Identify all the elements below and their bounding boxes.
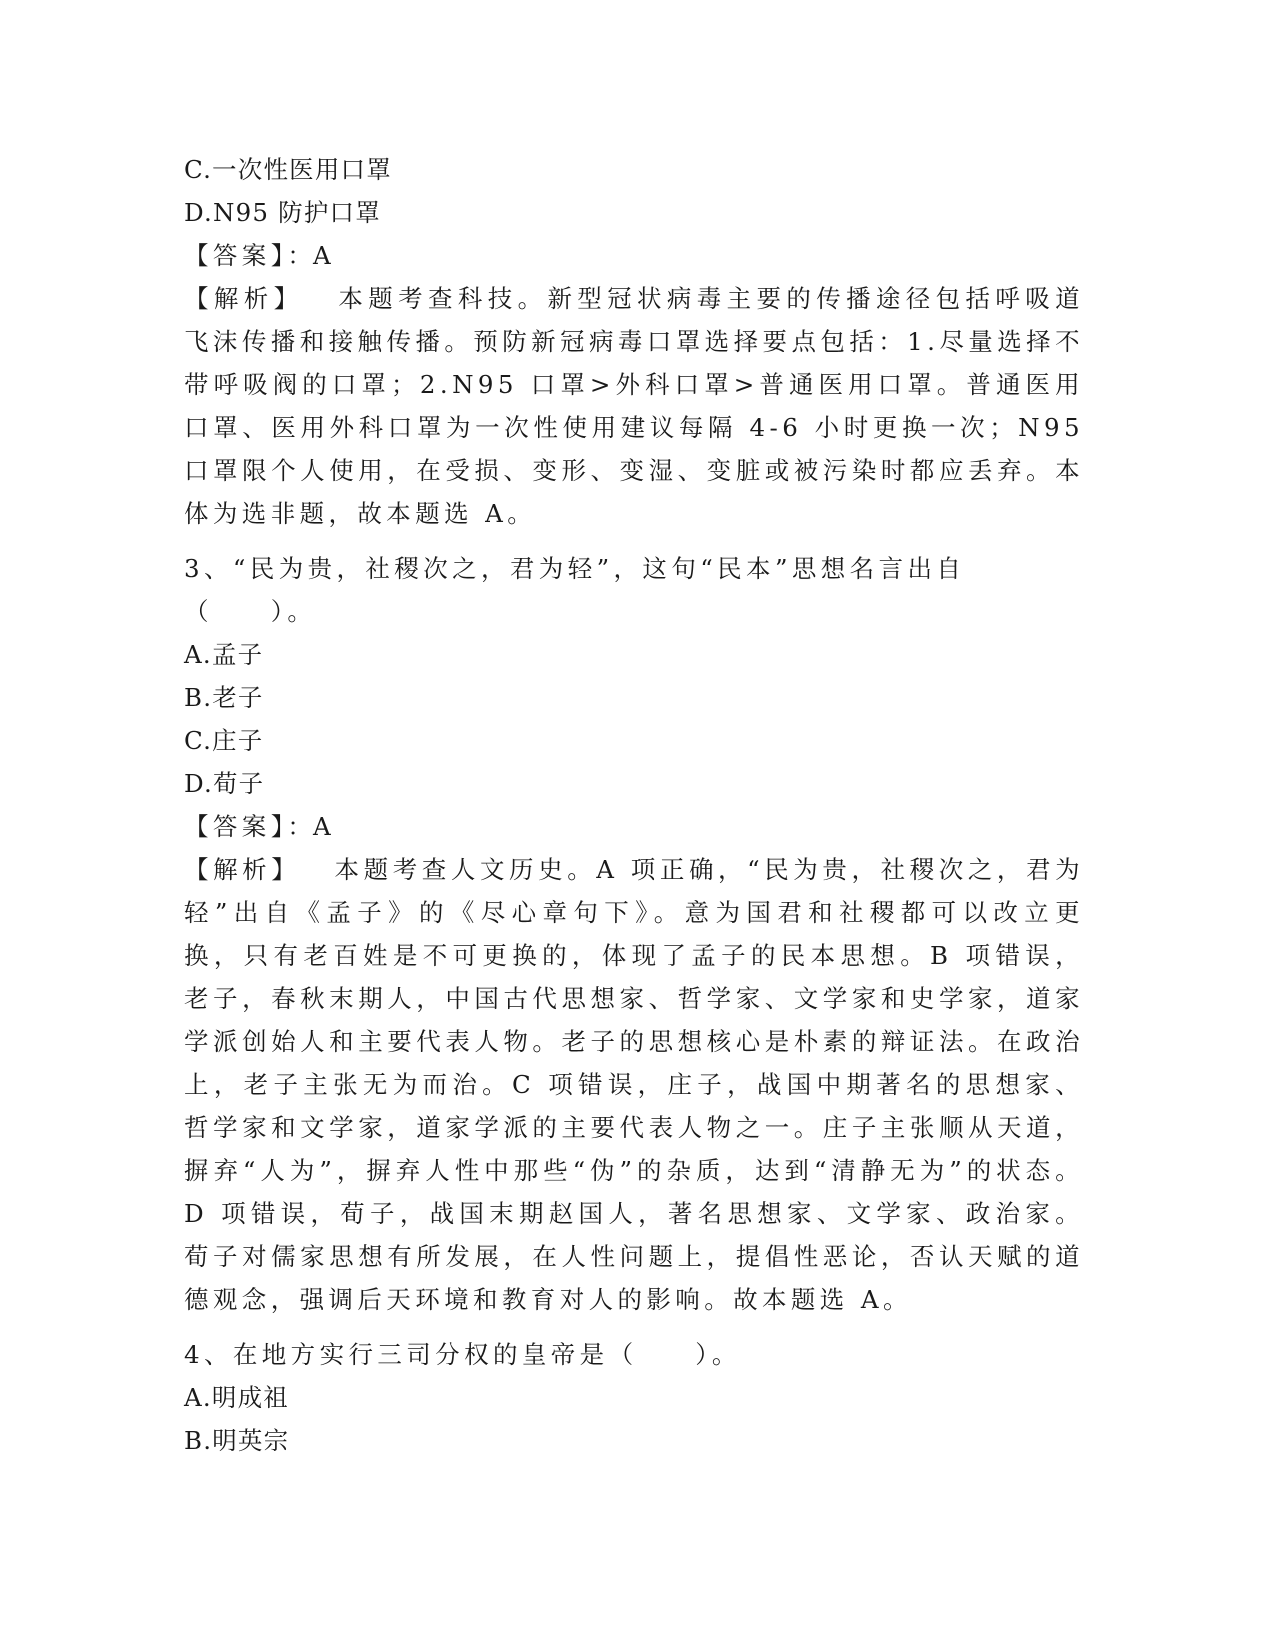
analysis-label: 【解析】: [184, 284, 304, 313]
analysis-label: 【解析】: [184, 855, 301, 884]
answer-value: ：A: [287, 812, 332, 841]
q3-stem: 3、“民为贵，社稷次之，君为轻”，这句“民本”思想名言出自（ ）。: [184, 554, 966, 626]
q3-option-a: A.孟子: [184, 640, 264, 669]
q2-answer: [184, 234, 1084, 277]
q4-option-b: B.明英宗: [184, 1426, 290, 1455]
q4-option-a: A.明成祖: [184, 1383, 289, 1412]
q2-option-c: C.一次性医用口罩: [184, 155, 392, 184]
q4-stem: 4、在地方实行三司分权的皇帝是（ ）。: [184, 1340, 741, 1369]
q3-analysis: [184, 848, 1084, 1321]
q3-answer: [184, 805, 1084, 848]
page-content: [184, 148, 1084, 1462]
q3-option-d: D.荀子: [184, 769, 265, 798]
answer-label: 【答案】: [184, 812, 288, 841]
q3-option-b: B.老子: [184, 683, 264, 712]
answer-value: ：A: [287, 241, 332, 270]
analysis-text: 本题考查人文历史。A 项正确，“民为贵，社稷次之，君为轻”出自《孟子》的《尽心章句下》。意为国君和社稷都可以改立更换，只有老百姓是不可更换的，体现了孟子的民本思想。B 项错误，老子，春秋末期人，中国古代思想家、哲学家、文学家和史学家，道家学派创始人和主要代表人物。老子的思想核心是朴素的辩证法。在政治上，老子主张无为而治。C 项错误，庄子，战国中期著名的思想家、哲学家和文学家，道家学派的主要代表人物之一。庄子主张顺从天道，摒弃“人为”，摒弃人性中那些“伪”的杂质，达到“清静无为”的状态。D 项错误，荀子，战国末期赵国人，著名思想家、文学家、政治家。荀子对儒家思想有所发展，在人性问题上，提倡性恶论，否认天赋的道德观念，强调后天环境和教育对人的影响。故本题选 A。: [184, 855, 1084, 1314]
q2-option-d: D.N95 防护口罩: [184, 198, 381, 227]
analysis-text: 本题考查科技。新型冠状病毒主要的传播途径包括呼吸道飞沫传播和接触传播。预防新冠病毒口罩选择要点包括：1.尽量选择不带呼吸阀的口罩；2.N95 口罩>外科口罩>普通医用口罩。普通医用口罩、医用外科口罩为一次性使用建议每隔 4-6 小时更换一次；N95 口罩限个人使用，在受损、变形、变湿、变脏或被污染时都应丢弃。本体为选非题，故本题选 A。: [184, 284, 1084, 528]
q3-option-c: C.庄子: [184, 726, 264, 755]
answer-label: 【答案】: [184, 241, 288, 270]
q2-analysis: [184, 277, 1084, 535]
